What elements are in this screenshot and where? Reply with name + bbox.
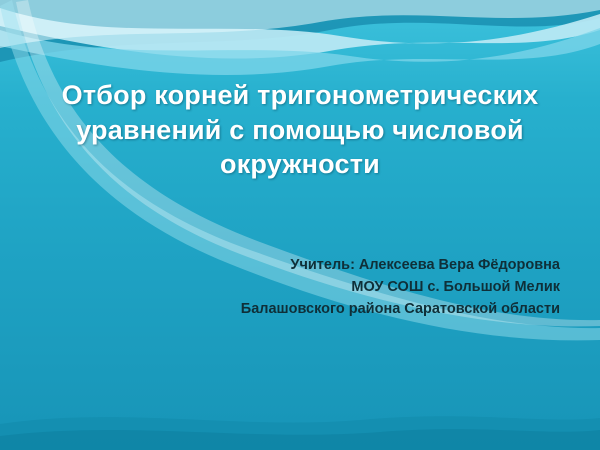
subtitle-line-2: МОУ СОШ с. Большой Мелик [351, 278, 560, 295]
subtitle-line-3: Балашовского района Саратовской области [240, 300, 560, 317]
slide-title: Отбор корней тригонометрических уравнений с помощью числовой окружности [61, 80, 539, 180]
slide-subtitle [130, 255, 560, 320]
subtitle-line-1: Учитель: Алексеева Вера Фёдоровна [290, 257, 560, 273]
